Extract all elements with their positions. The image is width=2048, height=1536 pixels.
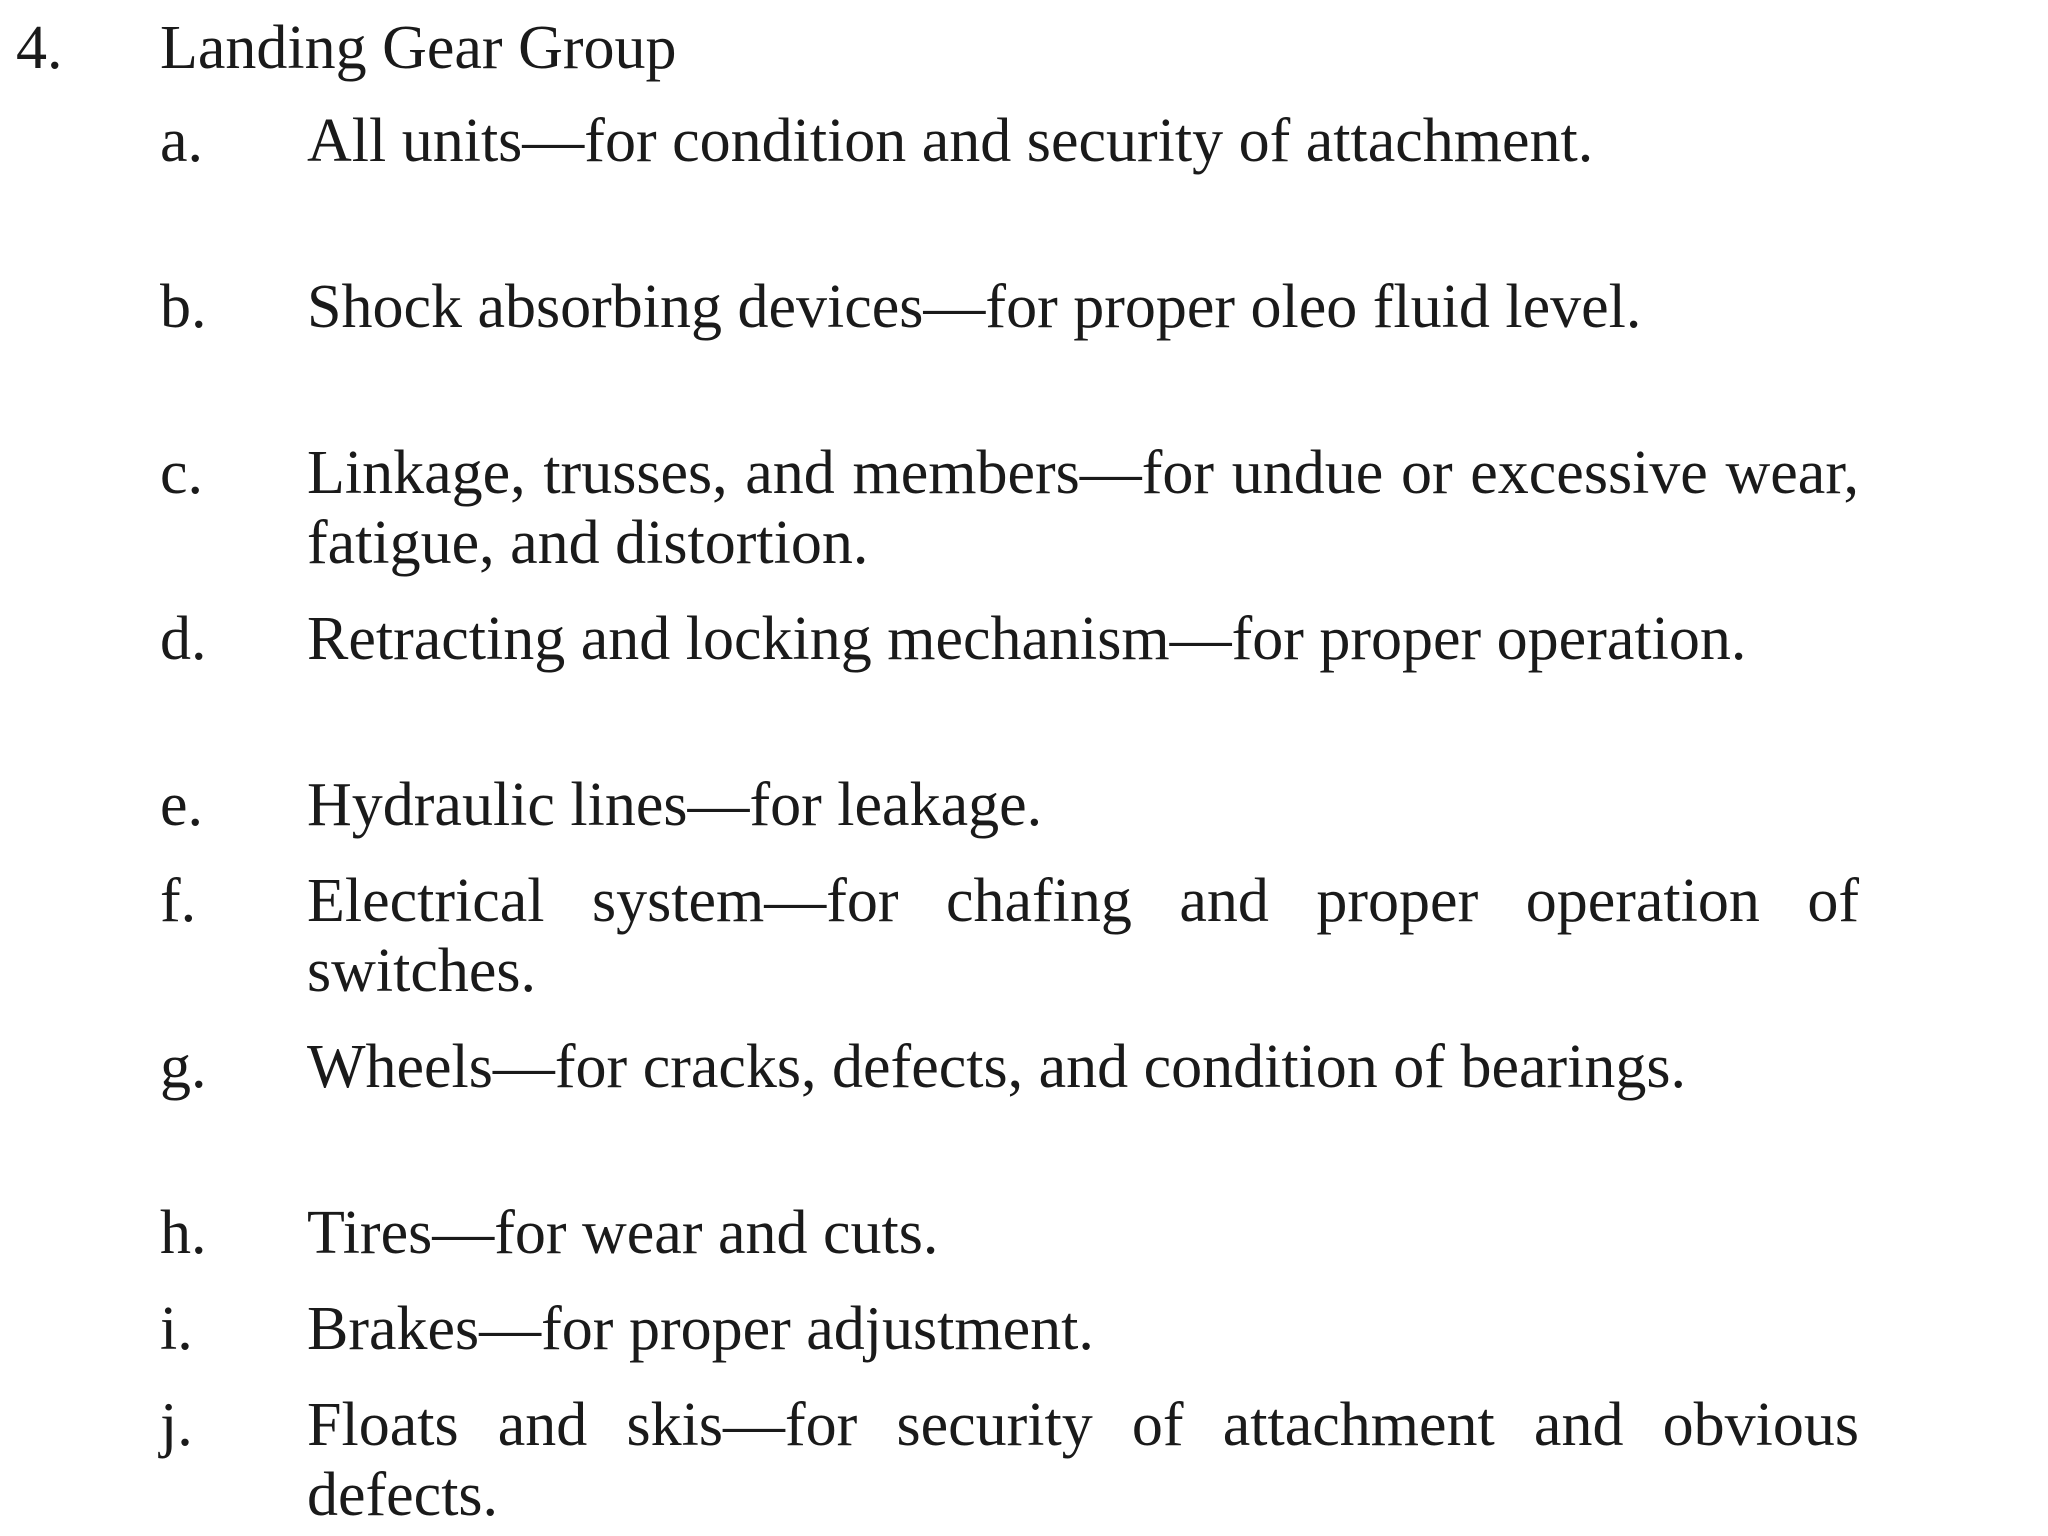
- item-text: Tires—for wear and cuts.: [307, 1199, 939, 1267]
- item-letter: j.: [160, 1391, 193, 1459]
- item-letter: e.: [160, 771, 204, 839]
- item-letter: f.: [160, 867, 197, 935]
- item-letter: h.: [160, 1199, 207, 1267]
- section-title: Landing Gear Group: [160, 14, 677, 82]
- item-text: All units—for condition and security of attachment.: [307, 107, 1594, 175]
- item-text: Wheels—for cracks, defects, and condition of bearings.: [307, 1033, 1686, 1101]
- item-letter: a.: [160, 107, 204, 175]
- item-text: Floats and skis—for security of attachment and obvious defects.: [307, 1391, 1859, 1529]
- item-text: Brakes—for proper adjustment.: [307, 1295, 1094, 1363]
- item-text: Retracting and locking mechanism—for proper operation.: [307, 605, 1747, 673]
- item-letter: c.: [160, 439, 204, 507]
- item-text: Shock absorbing devices—for proper oleo fluid level.: [307, 273, 1642, 341]
- item-text: Linkage, trusses, and members—for undue or excessive wear, fatigue, and distortion.: [307, 439, 1859, 577]
- item-letter: d.: [160, 605, 207, 673]
- item-text: Electrical system—for chafing and proper operation of switches.: [307, 867, 1859, 1005]
- item-text: Hydraulic lines—for leakage.: [307, 771, 1043, 839]
- item-letter: g.: [160, 1033, 207, 1101]
- section-number: 4.: [16, 14, 63, 82]
- item-letter: b.: [160, 273, 207, 341]
- item-letter: i.: [160, 1295, 193, 1363]
